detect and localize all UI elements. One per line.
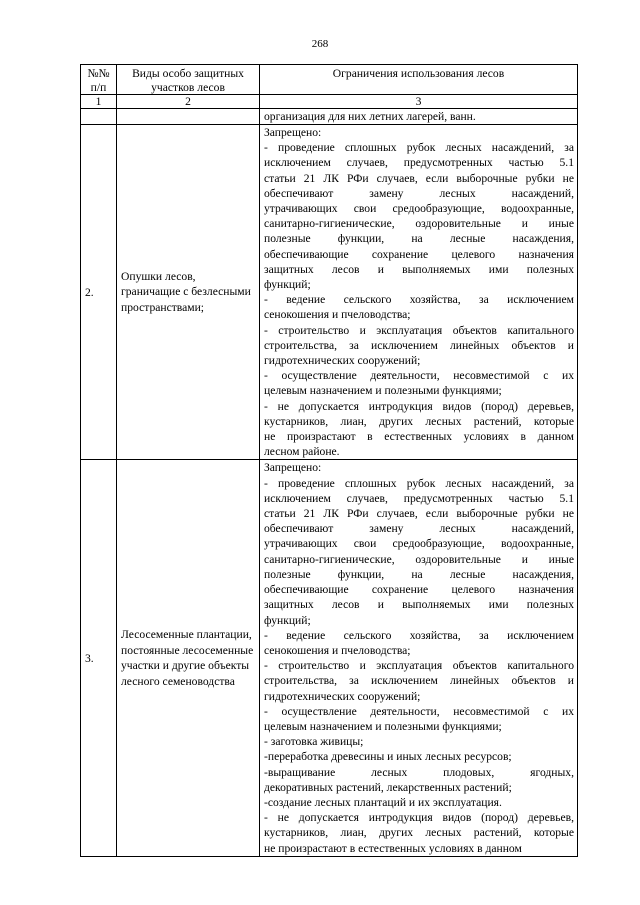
- restriction-line: функций;: [264, 278, 311, 292]
- restriction-line: строительства, за исключением линейных объектов и: [264, 338, 574, 352]
- restriction-line: целевым назначением и полезными функциями;: [264, 719, 502, 733]
- header-restrictions: Ограничения использования лесов: [260, 65, 578, 95]
- header-number: №№ п/п: [81, 65, 117, 95]
- restriction-line: кустарников, лиан, других лесных растений, которые: [264, 826, 574, 840]
- restriction-line: кустарников, лиан, других лесных растений, которые: [264, 414, 574, 428]
- restriction-line: - заготовка живицы;: [264, 735, 364, 749]
- restriction-line: Запрещено:: [264, 126, 322, 139]
- restriction-line: - строительство и эксплуатация объектов капитального: [264, 659, 574, 673]
- restriction-line: лесном районе.: [264, 445, 340, 459]
- restriction-line: защитных лесов и выполняемых ими полезных: [264, 598, 574, 612]
- restriction-line: статьи 21 ЛК РФи случаев, если выборочные рубки не: [264, 507, 574, 521]
- row-number: 2.: [81, 125, 117, 460]
- restriction-line: - ведение сельского хозяйства, за исключением: [264, 628, 574, 642]
- table-header-row: [81, 65, 578, 95]
- restriction-line: полезные функции, на лесные насаждения,: [264, 232, 574, 246]
- restriction-line: - не допускается интродукция видов (пород) деревьев,: [264, 811, 574, 825]
- restriction-line: обеспечивающие сохранение целевого назначения: [264, 247, 574, 261]
- restriction-line: - проведение сплошных рубок лесных насаждений, за: [264, 476, 574, 490]
- column-number-3: 3: [260, 95, 578, 109]
- restriction-line: обеспечивающие сохранение целевого назначения: [264, 583, 574, 597]
- row-area-type: Опушки лесов, граничащие с безлесными пространствами;: [117, 125, 260, 460]
- restriction-line: - проведение сплошных рубок лесных насаждений, за: [264, 141, 574, 155]
- header-area-type: Виды особо защитных участков лесов: [117, 65, 260, 95]
- restriction-line: функций;: [264, 613, 311, 627]
- restriction-line: сенокошения и пчеловодства;: [264, 308, 411, 322]
- restriction-line: -создание лесных плантаций и их эксплуатация.: [264, 795, 502, 809]
- column-number-1: 1: [81, 95, 117, 109]
- table-row: [81, 460, 578, 856]
- restriction-line: гидротехнических сооружений;: [264, 689, 421, 703]
- restriction-line: - не допускается интродукция видов (пород) деревьев,: [264, 399, 574, 413]
- restriction-line: исключением случаев, предусмотренных частью 5.1: [264, 156, 574, 170]
- restriction-line: целевым назначением и полезными функциями;: [264, 384, 502, 398]
- restriction-line: -переработка древесины и иных лесных ресурсов;: [264, 750, 512, 764]
- forest-restrictions-table: [80, 64, 578, 857]
- restriction-line: санитарно-гигиенические, оздоровительные и иные: [264, 552, 574, 566]
- restriction-line: сенокошения и пчеловодства;: [264, 643, 411, 657]
- restriction-line: - осуществление деятельности, несовместимой с их: [264, 369, 574, 383]
- restriction-line: исключением случаев, предусмотренных частью 5.1: [264, 491, 574, 505]
- restriction-line: полезные функции, на лесные насаждения,: [264, 567, 574, 581]
- restriction-line: не произрастают в естественных условиях в данном: [264, 841, 522, 855]
- restriction-line: декоративных растений, лекарственных растений;: [264, 780, 512, 794]
- column-number-2: 2: [117, 95, 260, 109]
- restriction-line: не произрастают в естественных условиях в данном: [264, 430, 574, 444]
- row-area-type: Лесосеменные плантации, постоянные лесосеменные участки и другие объекты лесного семеноводства: [117, 460, 260, 856]
- column-number-row: [81, 95, 578, 109]
- restriction-line: гидротехнических сооружений;: [264, 354, 421, 368]
- restriction-line: утрачивающих свои средообразующие, водоохранные,: [264, 202, 574, 216]
- restriction-line: утрачивающих свои средообразующие, водоохранные,: [264, 537, 574, 551]
- continuation-row: [81, 109, 578, 125]
- row-restrictions: [260, 460, 578, 856]
- restriction-line: - ведение сельского хозяйства, за исключением: [264, 293, 574, 307]
- restriction-line: - осуществление деятельности, несовместимой с их: [264, 704, 574, 718]
- row-restrictions: [260, 125, 578, 460]
- restriction-line: статьи 21 ЛК РФи случаев, если выборочные рубки не: [264, 171, 574, 185]
- page-number: 268: [311, 38, 329, 50]
- continuation-text: организация для них летних лагерей, ванн.: [260, 109, 578, 125]
- restriction-line: строительства, за исключением линейных объектов и: [264, 674, 574, 688]
- restriction-line: обеспечивают замену лесных насаждений,: [264, 522, 574, 536]
- restriction-line: Запрещено:: [264, 461, 322, 475]
- table-row: [81, 125, 578, 460]
- restriction-line: -выращивание лесных плодовых, ягодных,: [264, 765, 574, 779]
- restriction-line: - строительство и эксплуатация объектов капитального: [264, 323, 574, 337]
- restriction-line: санитарно-гигиенические, оздоровительные и иные: [264, 217, 574, 231]
- row-number: 3.: [81, 460, 117, 856]
- restriction-line: обеспечивают замену лесных насаждений,: [264, 186, 574, 200]
- restriction-line: защитных лесов и выполняемых ими полезных: [264, 262, 574, 276]
